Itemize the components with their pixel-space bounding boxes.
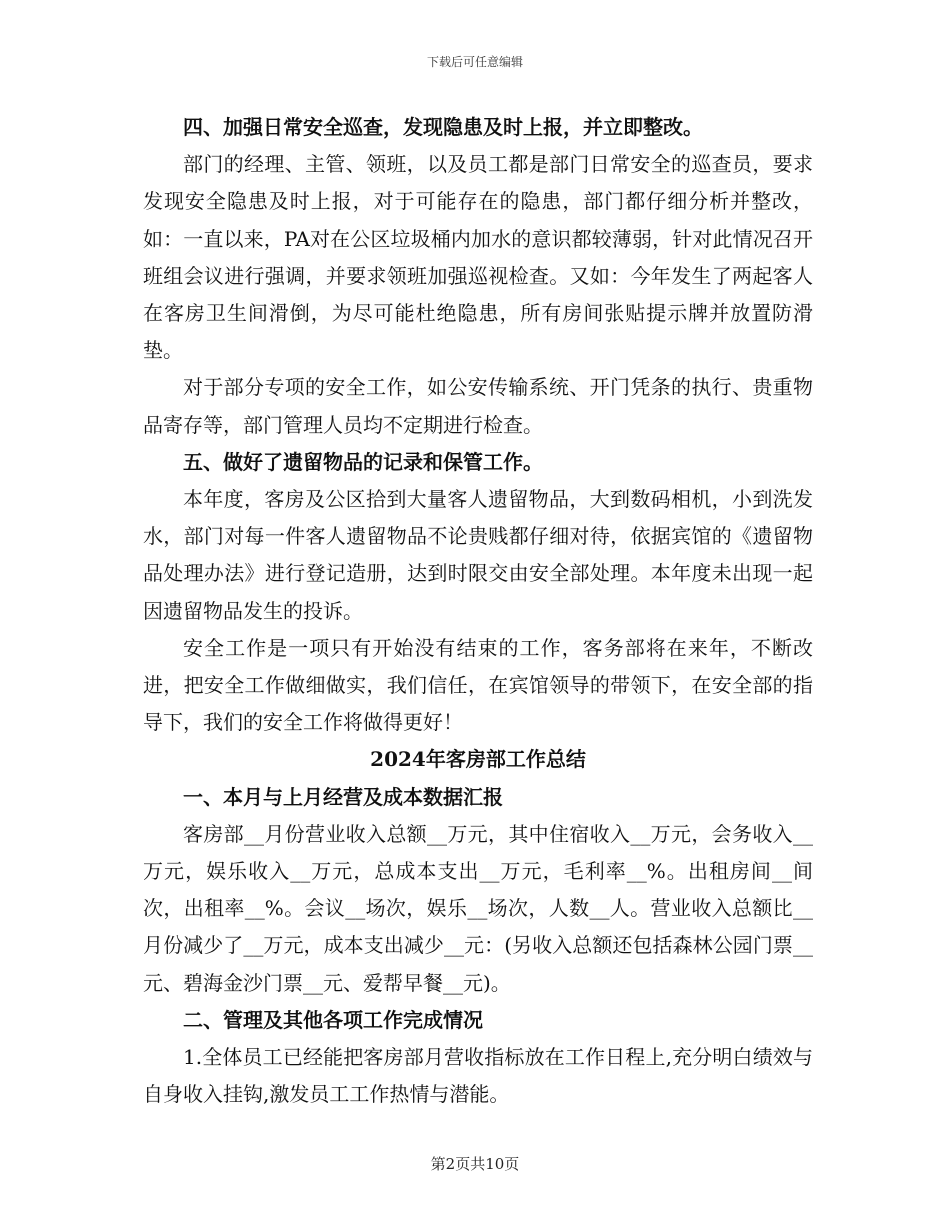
section-2-heading: 二、管理及其他各项工作完成情况 — [183, 1007, 483, 1032]
section-2-paragraph-1: 1.全体员工已经能把客房部月营收指标放在工作日程上,充分明白绩效与自身收入挂钩,激发员工工作热情与潜能。 — [143, 1045, 813, 1107]
section-5-paragraph-1: 本年度，客房及公区拾到大量客人遗留物品，大到数码相机，小到洗发水，部门对每一件客人遗留物品不论贵贱都仔细对待，依据宾馆的《遗留物品处理办法》进行登记造册，达到时限交由安全部处理。本年度未出现一起因遗留物品发生的投诉。 — [143, 487, 813, 623]
page-header: 下载后可任意编辑 — [426, 55, 523, 69]
section-4-paragraph-2: 对于部分专项的安全工作，如公安传输系统、开门凭条的执行、贵重物品寄存等，部门管理人员均不定期进行检查。 — [143, 375, 813, 437]
section-4-heading: 四、加强日常安全巡查，发现隐患及时上报，并立即整改。 — [183, 115, 703, 139]
section-5-paragraph-2: 安全工作是一项只有开始没有结束的工作，客务部将在来年，不断改进，把安全工作做细做实，我们信任，在宾馆领导的带领下，在安全部的指导下，我们的安全工作将做得更好！ — [143, 635, 813, 735]
section-4-paragraph-1: 部门的经理、主管、领班，以及员工都是部门日常安全的巡查员，要求发现安全隐患及时上报，对于可能存在的隐患，部门都仔细分析并整改，如：一直以来，PA对在公区垃圾桶内加水的意识都较薄弱，针对此情况召开班组会议进行强调，并要求领班加强巡视检查。又如：今年发生了两起客人在客房卫生间滑倒，为尽可能杜绝隐患，所有房间张贴提示牌并放置防滑垫。 — [143, 152, 813, 363]
document-body — [143, 109, 813, 1113]
section-1-paragraph: 客房部__月份营业收入总额__万元，其中住宿收入__万元，会务收入__万元，娱乐收入__万元，总成本支出__万元，毛利率__%。出租房间__间次，出租率__%。会议__场次，娱乐__场次，人数__人。营业收入总额比__月份减少了__万元，成本支出减少__元：(另收入总额还包括森林公园门票__元、碧海金沙门票__元、爱帮早餐__元)。 — [143, 821, 813, 995]
document-title: 2024年客房部工作总结 — [370, 747, 586, 772]
section-1-heading: 一、本月与上月经营及成本数据汇报 — [183, 784, 503, 809]
page-footer: 第2页共10页 — [430, 1155, 520, 1173]
section-5-heading: 五、做好了遗留物品的记录和保管工作。 — [183, 449, 543, 474]
